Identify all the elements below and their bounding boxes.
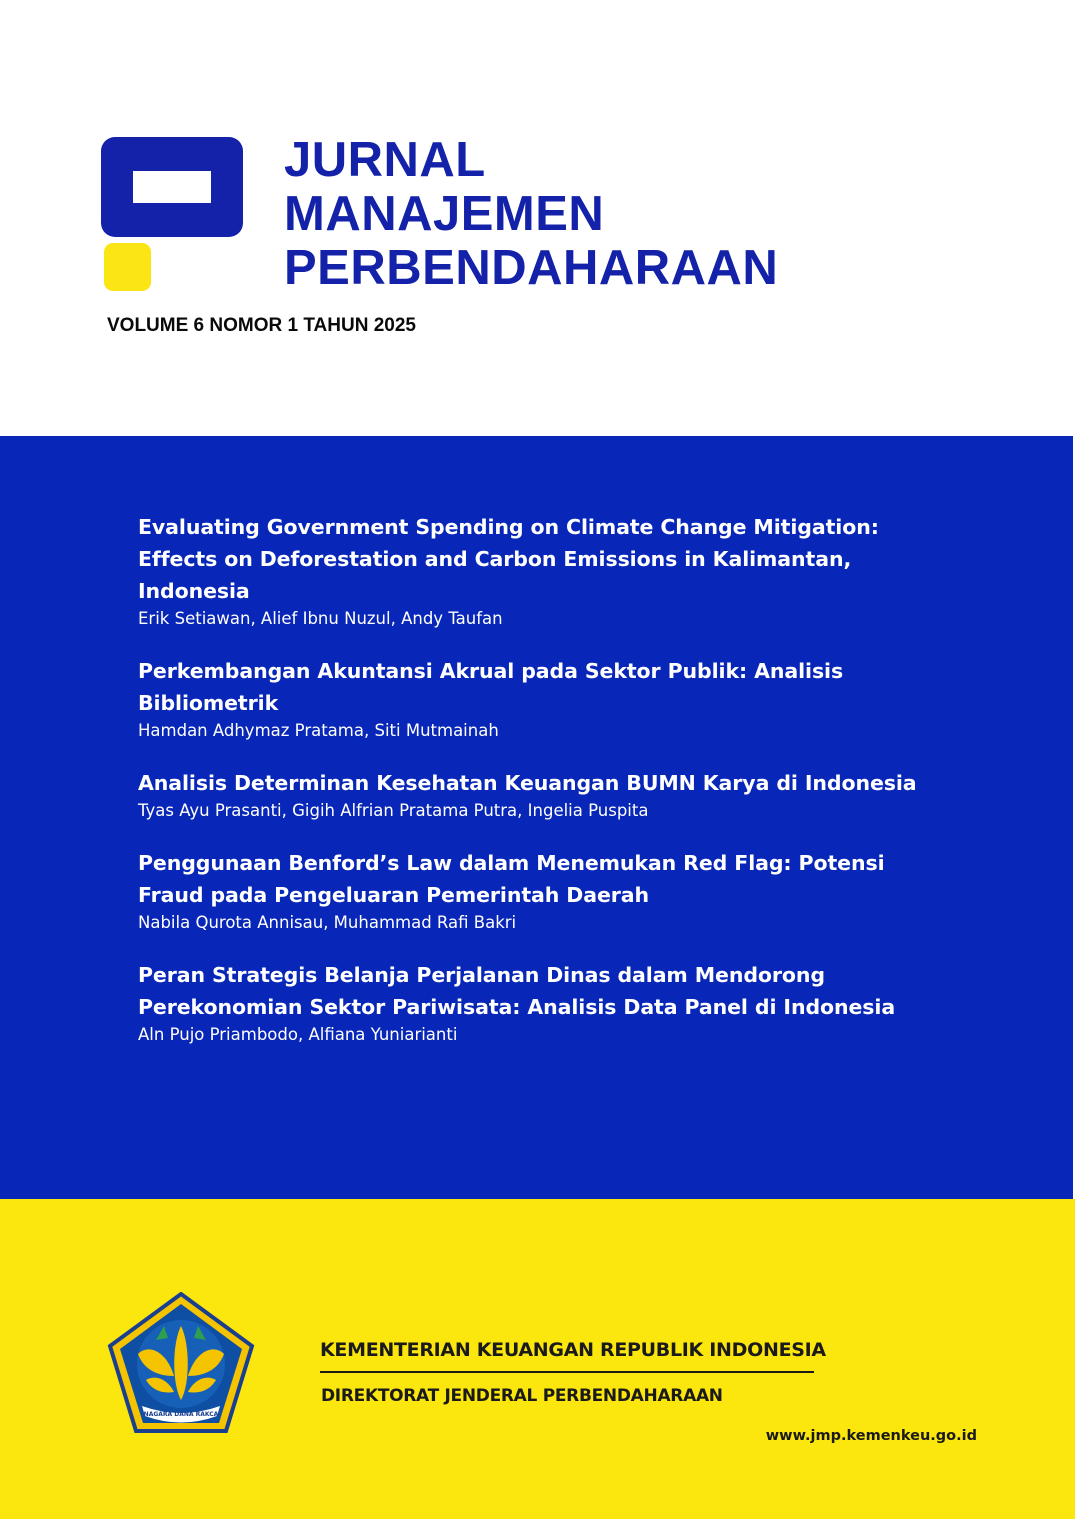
logo-yellow-dot <box>104 243 151 291</box>
directorate-name: DIREKTORAT JENDERAL PERBENDAHARAAN <box>321 1386 723 1406</box>
journal-title-line-2: MANAJEMEN <box>284 187 605 241</box>
journal-title-line-3: PERBENDAHARAAN <box>284 241 779 295</box>
logo-slot <box>133 171 211 203</box>
ministry-name: KEMENTERIAN KEUANGAN REPUBLIK INDONESIA <box>320 1339 826 1361</box>
article-authors: Erik Setiawan, Alief Ibnu Nuzul, Andy Taufan <box>138 609 503 628</box>
article-title-link[interactable]: Peran Strategis Belanja Perjalanan Dinas dalam Mendorong Perekonomian Sektor Pariwisata: Analisis Data Panel di Indonesia <box>138 963 896 1019</box>
article-item <box>138 959 938 1047</box>
issue-label: VOLUME 6 NOMOR 1 TAHUN 2025 <box>107 315 416 336</box>
journal-logo-icon <box>101 137 243 237</box>
article-item <box>138 767 938 823</box>
ministry-emblem-icon <box>106 1292 256 1434</box>
journal-title-line-1: JURNAL <box>284 133 486 187</box>
article-item <box>138 511 938 631</box>
article-item <box>138 655 938 743</box>
emblem-motto-text: NAGARA DANA RAKCA <box>143 1411 219 1418</box>
cover-header <box>0 0 1075 436</box>
article-title-link[interactable]: Perkembangan Akuntansi Akrual pada Sektor Publik: Analisis Bibliometrik <box>138 659 844 715</box>
table-of-contents-panel <box>0 436 1073 1199</box>
article-list <box>138 511 938 1071</box>
article-item <box>138 847 938 935</box>
article-authors: Hamdan Adhymaz Pratama, Siti Mutmainah <box>138 721 499 740</box>
article-authors: Tyas Ayu Prasanti, Gigih Alfrian Pratama Putra, Ingelia Puspita <box>138 801 649 820</box>
divider <box>320 1371 814 1373</box>
article-authors: Aln Pujo Priambodo, Alfiana Yuniarianti <box>138 1025 458 1044</box>
journal-title <box>284 133 778 295</box>
publisher-footer <box>0 1199 1075 1519</box>
website-link[interactable]: www.jmp.kemenkeu.go.id <box>765 1428 977 1444</box>
article-authors: Nabila Qurota Annisau, Muhammad Rafi Bakri <box>138 913 517 932</box>
article-title-link[interactable]: Penggunaan Benford’s Law dalam Menemukan Red Flag: Potensi Fraud pada Pengeluaran Pemerintah Daerah <box>138 851 885 907</box>
article-title-link[interactable]: Analisis Determinan Kesehatan Keuangan BUMN Karya di Indonesia <box>138 771 917 795</box>
article-title-link[interactable]: Evaluating Government Spending on Climate Change Mitigation: Effects on Deforestation and Carbon Emissions in Kalimantan, Indonesia <box>138 515 879 603</box>
